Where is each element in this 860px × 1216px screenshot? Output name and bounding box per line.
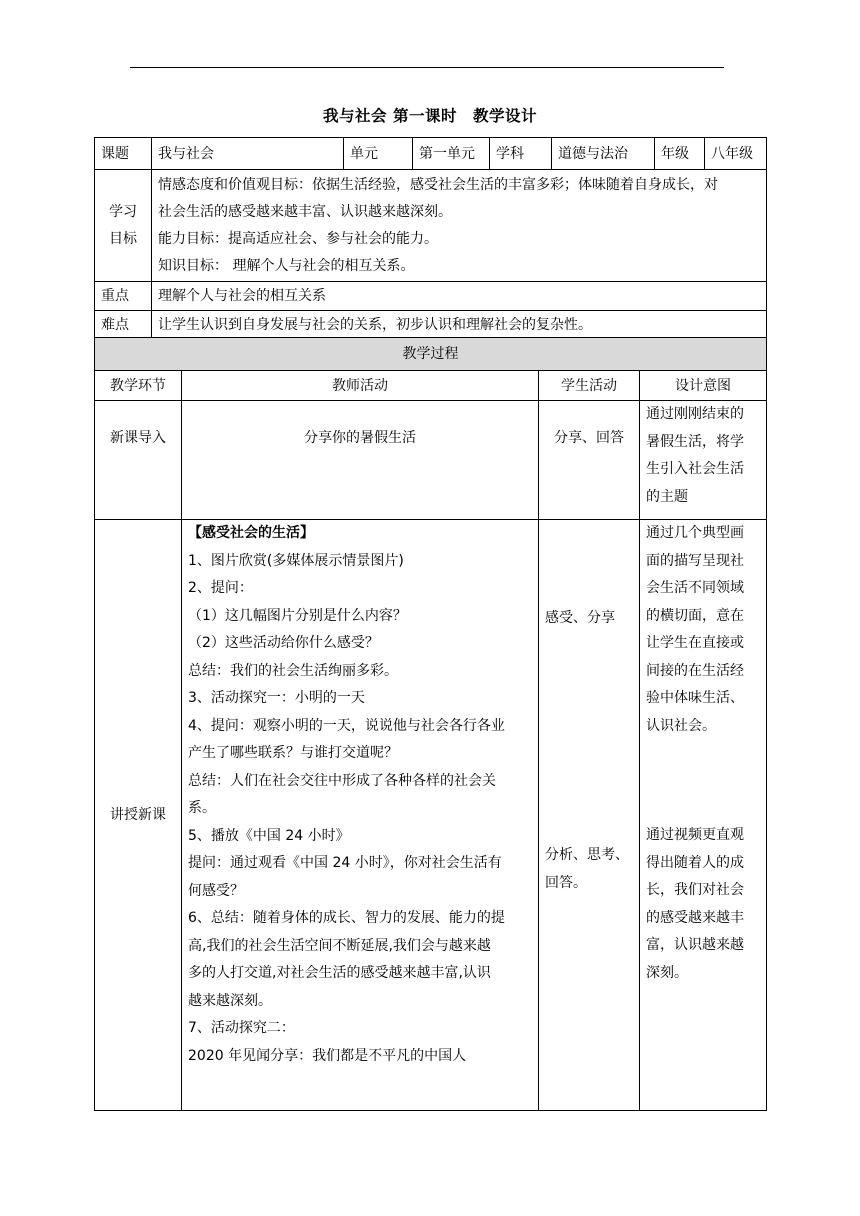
lecture-stage: 讲授新课 bbox=[95, 520, 182, 1111]
lecture-row bbox=[95, 520, 767, 1111]
document-title: 我与社会 第一课时 教学设计 bbox=[323, 107, 537, 125]
teacher-line: 1、图片欣赏(多媒体展示情景图片) bbox=[188, 552, 404, 569]
key-point-row bbox=[95, 282, 767, 311]
intro-teacher: 分享你的暑假生活 bbox=[182, 401, 539, 520]
topic-value: 我与社会 bbox=[152, 138, 344, 170]
header-student: 学生活动 bbox=[539, 371, 640, 401]
goal-line: 能力目标：提高适应社会、参与社会的能力。 bbox=[158, 230, 438, 247]
teacher-line: 3、活动探究一：小明的一天 bbox=[188, 690, 365, 706]
process-title-row bbox=[95, 338, 767, 371]
teacher-line: 6、总结：随着身体的成长、智力的发展、能力的提 bbox=[188, 910, 505, 926]
goals-text bbox=[152, 170, 767, 282]
intent-block-1: 通过几个典型画 面的描写呈现社 会生活不同领域 的横切面，意在 让学生在直接或 间接的在生活经 验中体味生活、 认识社会。 bbox=[646, 525, 744, 734]
process-title: 教学过程 bbox=[95, 338, 767, 371]
teacher-line: 4、提问：观察小明的一天，说说他与社会各行各业 bbox=[188, 717, 505, 734]
header-teacher: 教师活动 bbox=[182, 371, 539, 401]
teacher-line: 2、提问： bbox=[188, 580, 253, 596]
teacher-line: （2）这些活动给你什么感受？ bbox=[188, 635, 379, 651]
topic-label: 课题 bbox=[95, 138, 152, 170]
difficulty-row bbox=[95, 311, 767, 340]
goals-label: 学习 目标 bbox=[95, 170, 152, 282]
teacher-line: 多的人打交道,对社会生活的感受越来越丰富,认识 bbox=[188, 965, 491, 981]
intro-row bbox=[95, 401, 767, 520]
student-activity-2: 分析、思考、 回答。 bbox=[545, 847, 629, 891]
student-activity-1: 感受、分享 bbox=[545, 610, 615, 626]
intent-line: 通过刚刚结束的 bbox=[646, 406, 744, 422]
subject-label: 学科 bbox=[490, 138, 552, 170]
teacher-line: 总结：我们的社会生活绚丽多彩。 bbox=[188, 662, 398, 679]
teacher-line: 5、播放《中国 24 小时》 bbox=[188, 827, 350, 844]
teacher-line: （1）这几幅图片分别是什么内容？ bbox=[188, 607, 407, 624]
difficulty-label: 难点 bbox=[95, 311, 152, 340]
intent-line: 暑假生活，将学 bbox=[646, 433, 744, 450]
intent-line: 生引入社会生活 bbox=[646, 461, 744, 477]
goal-line: 知识目标： 理解个人与社会的相互关系。 bbox=[158, 257, 415, 274]
teacher-line: 7、活动探究二： bbox=[188, 1020, 295, 1036]
intent-block-2: 通过视频更直观 得出随着人的成 长，我们对社会 的感受越来越丰 富，认识越来越 深刻。 bbox=[646, 827, 744, 981]
lecture-intent bbox=[640, 520, 767, 1111]
difficulty-text: 让学生认识到自身发展与社会的关系，初步认识和理解社会的复杂性。 bbox=[152, 311, 767, 340]
subject-value: 道德与法治 bbox=[552, 138, 655, 170]
lecture-student bbox=[539, 520, 640, 1111]
key-point-text: 理解个人与社会的相互关系 bbox=[152, 282, 767, 311]
info-table bbox=[94, 137, 767, 340]
section-heading: 【感受社会的生活】 bbox=[188, 525, 314, 541]
teacher-line: 系。 bbox=[188, 800, 216, 816]
teacher-line: 产生了哪些联系？与谁打交道呢？ bbox=[188, 745, 398, 761]
teacher-line: 何感受？ bbox=[188, 882, 244, 899]
header-stage: 教学环节 bbox=[95, 371, 182, 401]
intro-stage: 新课导入 bbox=[95, 401, 182, 520]
intent-line: 的主题 bbox=[646, 488, 688, 505]
grade-label: 年级 bbox=[655, 138, 705, 170]
header-rule bbox=[130, 67, 724, 68]
unit-value: 第一单元 bbox=[413, 138, 490, 170]
unit-label: 单元 bbox=[344, 138, 413, 170]
goal-line: 情感态度和价值观目标：依据生活经验，感受社会生活的丰富多彩；体味随着自身成长，对 bbox=[158, 176, 718, 193]
teacher-line: 高,我们的社会生活空间不断延展,我们会与越来越 bbox=[188, 937, 491, 954]
intro-intent bbox=[640, 401, 767, 520]
teacher-line: 提问：通过观看《中国 24 小时》，你对社会生活有 bbox=[188, 855, 502, 871]
lecture-teacher bbox=[182, 520, 539, 1111]
info-row bbox=[95, 138, 767, 170]
key-point-label: 重点 bbox=[95, 282, 152, 311]
teacher-line: 越来越深刻。 bbox=[188, 992, 272, 1009]
process-header-row bbox=[95, 371, 767, 401]
goals-row bbox=[95, 170, 767, 282]
teacher-line: 总结：人们在社会交往中形成了各种各样的社会关 bbox=[188, 772, 496, 789]
header-intent: 设计意图 bbox=[640, 371, 767, 401]
process-table bbox=[94, 337, 767, 1111]
goal-line: 社会生活的感受越来越丰富、认识越来越深刻。 bbox=[158, 203, 452, 220]
teacher-line: 2020 年见闻分享：我们都是不平凡的中国人 bbox=[188, 1047, 467, 1064]
intro-student: 分享、回答 bbox=[539, 401, 640, 520]
grade-value: 八年级 bbox=[705, 138, 767, 170]
